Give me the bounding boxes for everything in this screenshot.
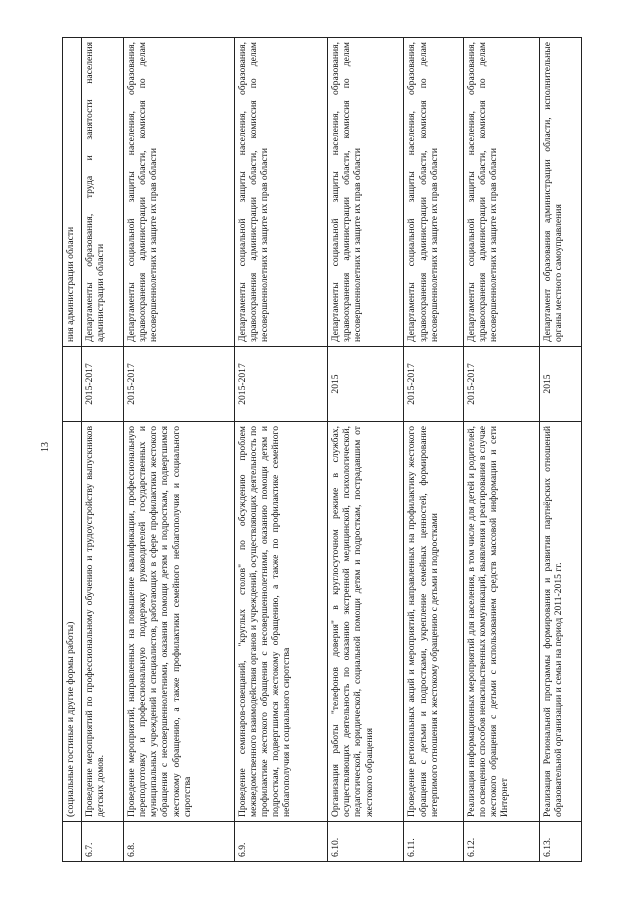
cell-number: 6.8. [124, 822, 235, 862]
cell-responsible: Департаменты социальной защиты населения, образования, здравоохранения администрации области, комиссия по делам несовершеннолетних и защите их прав области [404, 38, 463, 347]
cell-measure: Проведение мероприятий, направленных на повышение квалификации, профессиональную переподготовку и профессиональную поддержку руководителей государственных и муниципальных учреждений и специалистов, работающих в сфере профилактики жестокого обращения с несовершеннолетними, оказания помощи детям и подросткам, подвергшимся жестокому обращению, а также профилактики семейного неблагополучия и социального сиротства [124, 422, 235, 822]
cell-term: 2015 [539, 347, 581, 422]
cell-number: 6.10. [328, 822, 404, 862]
cell-responsible: Департаменты социальной защиты населения, образования, здравоохранения администрации области, комиссия по делам несовершеннолетних и защите их прав области [124, 38, 235, 347]
cell-measure: Проведение мероприятий по профессиональному обучению и трудоустройству выпускников детских домов. [82, 422, 124, 822]
cell-measure: Проведение семинаров-совещаний, "круглых столов" по обсуждению проблем межведомственного взаимодействия органов и учреждений, осуществляющих деятельность по профилактике жестокого обращения с несовершеннолетними, оказанию помощи детям и подросткам, подвергшимся жестокому обращению, а также по профилактике семейного неблагополучия и социального сиротства [234, 422, 327, 822]
cell-term: 2015-2017 [404, 347, 463, 422]
cell-number: 6.12. [463, 822, 539, 862]
cell-term: 2015-2017 [234, 347, 327, 422]
table-row [539, 38, 581, 862]
table-row [404, 38, 463, 862]
cell-term: 2015-2017 [463, 347, 539, 422]
table-row [328, 38, 404, 862]
cell-number: 6.7. [82, 822, 124, 862]
cell-measure: Реализация Региональной программы формирования и развития партнёрских отношений образовательной организации и семьи на период 2011-2015 гг. [539, 422, 581, 822]
cell-responsible: Департаменты социальной защиты населения, образования, здравоохранения администрации области, комиссия по делам несовершеннолетних и защите их прав области [463, 38, 539, 347]
cell-term [63, 347, 82, 422]
cell-number [63, 822, 82, 862]
cell-term: 2015 [328, 347, 404, 422]
page-number: 13 [40, 442, 51, 452]
cell-measure: Реализация информационных мероприятий для населения, в том числе для детей и родителей, по освещению способов ненасильственных коммуникаций, выявления и реагирования в случае жестокого обращения с детьми с использованием средств массовой информации и сети Интернет [463, 422, 539, 822]
cell-measure: (социальные гостиные и другие формы работы) [63, 422, 82, 822]
cell-responsible: ния администрации области [63, 38, 82, 347]
cell-measure: Организация работы "телефонов доверия" в круглосуточном режиме в службах, осуществляющих деятельность по оказанию экстренной медицинской, психологической, педагогической, юридической, социальной помощи детям и подросткам, пострадавшим от жестокого обращения [328, 422, 404, 822]
cell-responsible: Департаменты социальной защиты населения, образования, здравоохранения администрации области, комиссия по делам несовершеннолетних и защите их прав области [328, 38, 404, 347]
table-row [82, 38, 124, 862]
cell-responsible: Департаменты социальной защиты населения, образования, здравоохранения администрации области, комиссия по делам несовершеннолетних и защите их прав области [234, 38, 327, 347]
cell-measure: Проведение региональных акций и мероприятий, направленных на профилактику жестокого обращения с детьми и подростками, укрепление семейных ценностей, формирование нетерпимого отношения к жестокому обращению с детьми и подростками [404, 422, 463, 822]
cell-term: 2015-2017 [82, 347, 124, 422]
cell-term: 2015-2017 [124, 347, 235, 422]
cell-responsible: Департамент образования администрации области, исполнительные органы местного самоуправления [539, 38, 581, 347]
measures-table [62, 37, 582, 862]
cell-number: 6.13. [539, 822, 581, 862]
cell-number: 6.11. [404, 822, 463, 862]
cell-number: 6.9. [234, 822, 327, 862]
table-row-continuation [63, 38, 82, 862]
cell-responsible: Департаменты образования, труда и занятости населения администрации области [82, 38, 124, 347]
table-row [124, 38, 235, 862]
rotated-page-content [62, 38, 582, 862]
table-row [463, 38, 539, 862]
table-row [234, 38, 327, 862]
